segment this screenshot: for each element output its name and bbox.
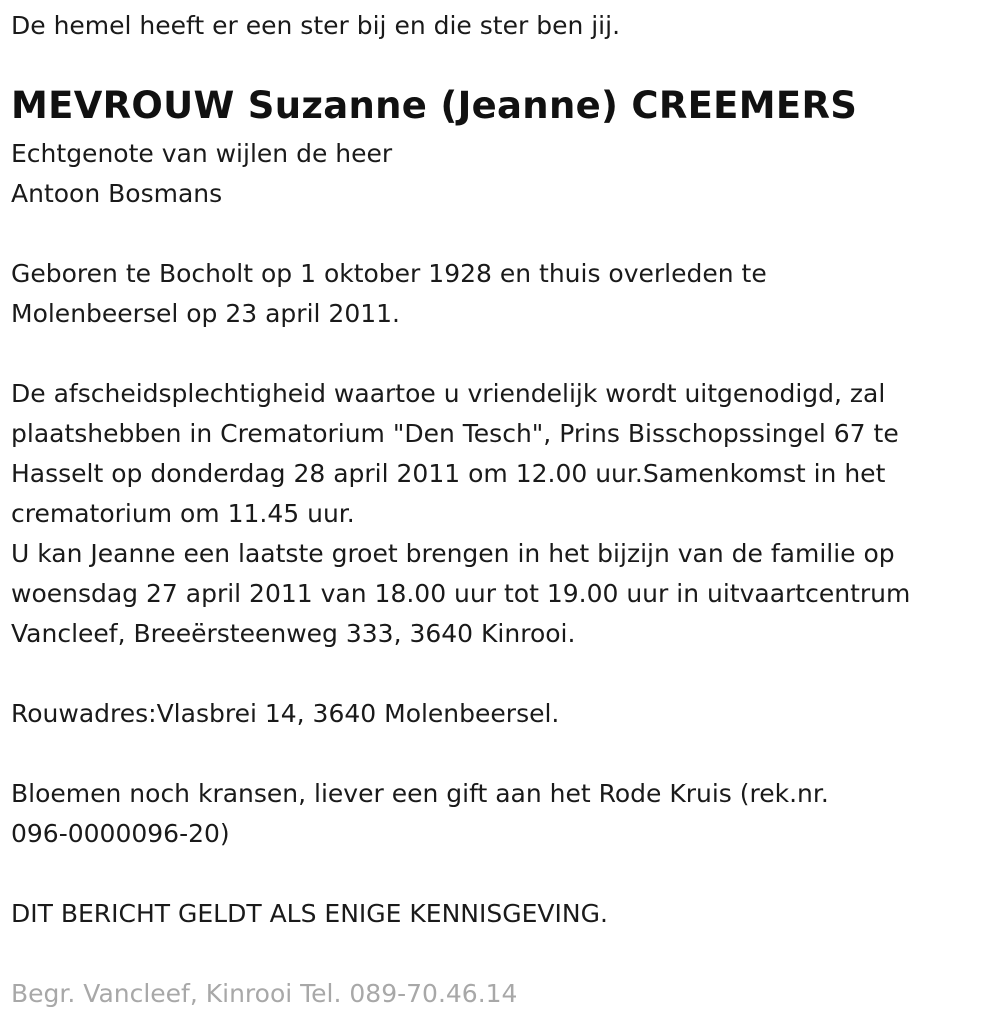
- ceremony-line: De afscheidsplechtigheid waartoe u vriendelijk wordt uitgenodigd, zal: [11, 379, 886, 408]
- spouse-line: Antoon Bosmans: [11, 179, 223, 208]
- spouse-block: [11, 134, 392, 214]
- viewing-line: U kan Jeanne een laatste groet brengen in het bijzijn van de familie op: [11, 539, 895, 568]
- ceremony-line: Hasselt op donderdag 28 april 2011 om 12.00 uur.Samenkomst in het: [11, 459, 886, 488]
- birth-death-line: Molenbeersel op 23 april 2011.: [11, 299, 400, 328]
- ceremony-block: [11, 374, 910, 654]
- viewing-line: Vancleef, Breeërsteenweg 333, 3640 Kinrooi.: [11, 619, 576, 648]
- flowers-block: [11, 774, 829, 854]
- undertaker-contact: Begr. Vancleef, Kinrooi Tel. 089-70.46.14: [11, 979, 518, 1008]
- flowers-line: Bloemen noch kransen, liever een gift aan het Rode Kruis (rek.nr.: [11, 779, 829, 808]
- headline: De hemel heeft er een ster bij en die ster ben jij.: [11, 11, 621, 40]
- notice-statement: DIT BERICHT GELDT ALS ENIGE KENNISGEVING.: [11, 899, 608, 928]
- birth-death-block: [11, 254, 767, 334]
- birth-death-line: Geboren te Bocholt op 1 oktober 1928 en thuis overleden te: [11, 259, 767, 288]
- flowers-line: 096-0000096-20): [11, 819, 230, 848]
- viewing-line: woensdag 27 april 2011 van 18.00 uur tot 19.00 uur in uitvaartcentrum: [11, 579, 911, 608]
- spouse-line: Echtgenote van wijlen de heer: [11, 139, 393, 168]
- mourning-address: Rouwadres:Vlasbrei 14, 3640 Molenbeersel.: [11, 699, 560, 728]
- ceremony-line: crematorium om 11.45 uur.: [11, 499, 355, 528]
- ceremony-line: plaatshebben in Crematorium "Den Tesch", Prins Bisschopssingel 67 te: [11, 419, 899, 448]
- deceased-name: MEVROUW Suzanne (Jeanne) CREEMERS: [11, 84, 858, 127]
